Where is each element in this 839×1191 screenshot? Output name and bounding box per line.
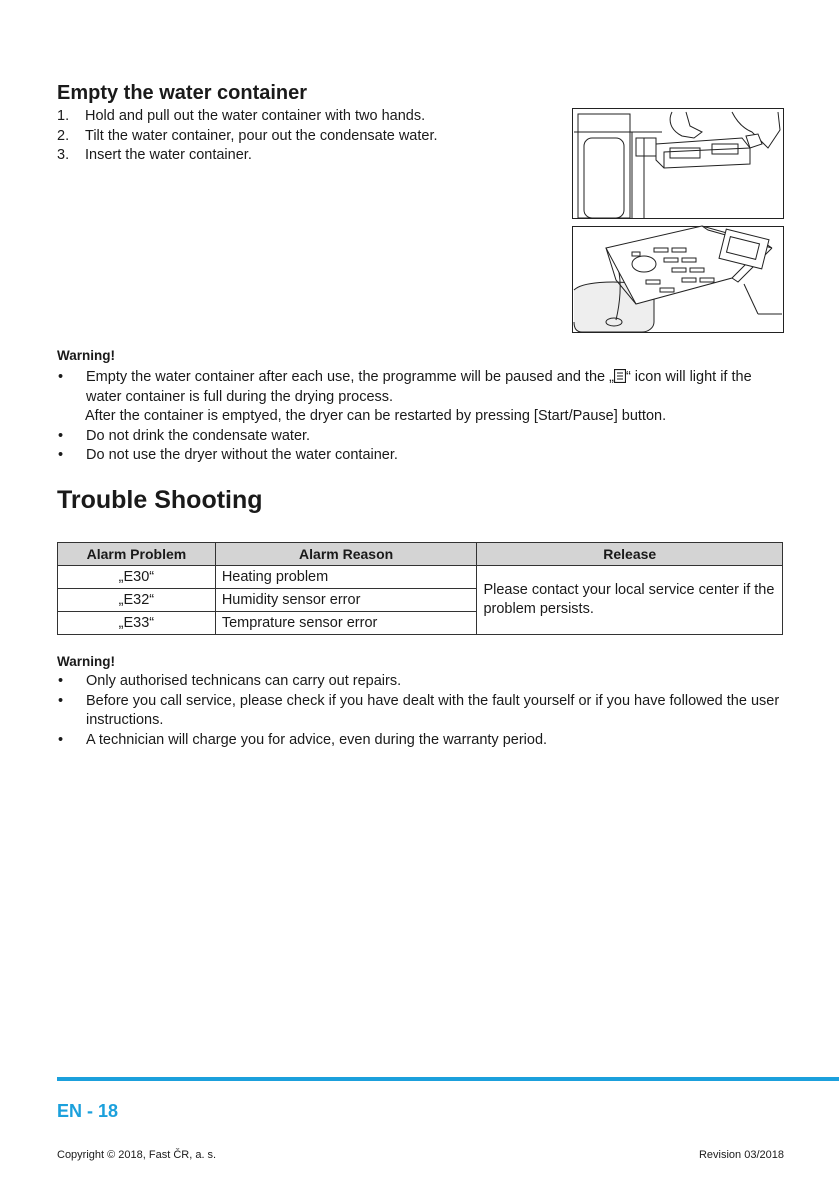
- bullet: •: [58, 692, 64, 709]
- step-item: [57, 127, 537, 147]
- copyright-text: Copyright © 2018, Fast ČR, a. s.: [57, 1149, 217, 1161]
- page-number: EN - 18: [57, 1101, 119, 1121]
- warning-list: [57, 672, 784, 750]
- column-header: Alarm Problem: [58, 543, 216, 566]
- column-header: Release: [477, 543, 783, 566]
- step-text: Hold and pull out the water container with two hands.: [85, 108, 426, 124]
- alarm-reason: Temprature sensor error: [215, 612, 477, 635]
- bullet: •: [58, 447, 64, 463]
- warning-text: Do not drink the condensate water.: [86, 427, 311, 444]
- bullet: •: [58, 369, 64, 385]
- trouble-shooting-title: Trouble Shooting: [57, 486, 263, 514]
- warning-text-part: Empty the water container after each use, the programme will be paused and the „: [86, 369, 614, 385]
- water-container-illustration: [572, 108, 784, 333]
- step-text: Insert the water container.: [85, 147, 252, 163]
- warning-text: Only authorised technicans can carry out repairs.: [86, 673, 402, 689]
- warning-title: Warning!: [57, 348, 115, 363]
- footer-divider: [57, 1077, 839, 1081]
- alarm-code: „E33“: [58, 612, 216, 635]
- step-number: 3.: [57, 147, 70, 163]
- bullet: •: [58, 731, 64, 748]
- warning-item: [57, 368, 784, 407]
- step-item: [57, 146, 537, 166]
- alarm-table: [57, 542, 783, 635]
- table-header-row: [58, 543, 783, 566]
- warning-item: [57, 446, 784, 466]
- alarm-code: „E30“: [58, 566, 216, 589]
- warning-item: [57, 692, 784, 731]
- alarm-reason: Humidity sensor error: [215, 589, 477, 612]
- warning-item: [57, 427, 784, 447]
- warning-text: A technician will charge you for advice, even during the warranty period.: [86, 731, 548, 748]
- bullet: •: [58, 673, 64, 689]
- warning-continuation: After the container is emptyed, the dryer can be restarted by pressing [Start/Pause] button.: [85, 408, 667, 424]
- warning-text-part: “ icon will light if the water container is full during the drying process.: [86, 369, 752, 405]
- revision-text: Revision 03/2018: [698, 1149, 784, 1161]
- step-number: 2.: [57, 127, 70, 144]
- step-number: 1.: [57, 108, 70, 124]
- warning-text: Do not use the dryer without the water container.: [86, 447, 398, 463]
- warning-title: Warning!: [57, 654, 115, 669]
- warning-item: [57, 731, 784, 751]
- section-title: Empty the water container: [57, 82, 308, 104]
- table-row: [58, 566, 783, 589]
- alarm-reason: Heating problem: [215, 566, 477, 589]
- pull-out-container-image: [573, 109, 784, 219]
- warning-item: [57, 672, 784, 692]
- warning-list: [57, 368, 784, 466]
- water-container-icon: [614, 369, 626, 383]
- column-header: Alarm Reason: [215, 543, 477, 566]
- warning-text: Before you call service, please check if you have dealt with the fault yourself or if you have followed the user instructions.: [86, 692, 780, 728]
- pour-water-image: [573, 226, 784, 333]
- step-item: [57, 107, 537, 127]
- alarm-release: Please contact your local service center if the problem persists.: [477, 566, 783, 635]
- step-text: Tilt the water container, pour out the condensate water.: [85, 127, 438, 144]
- steps-list: [57, 107, 537, 166]
- warning-text: [86, 368, 784, 407]
- bullet: •: [58, 427, 64, 444]
- alarm-code: „E32“: [58, 589, 216, 612]
